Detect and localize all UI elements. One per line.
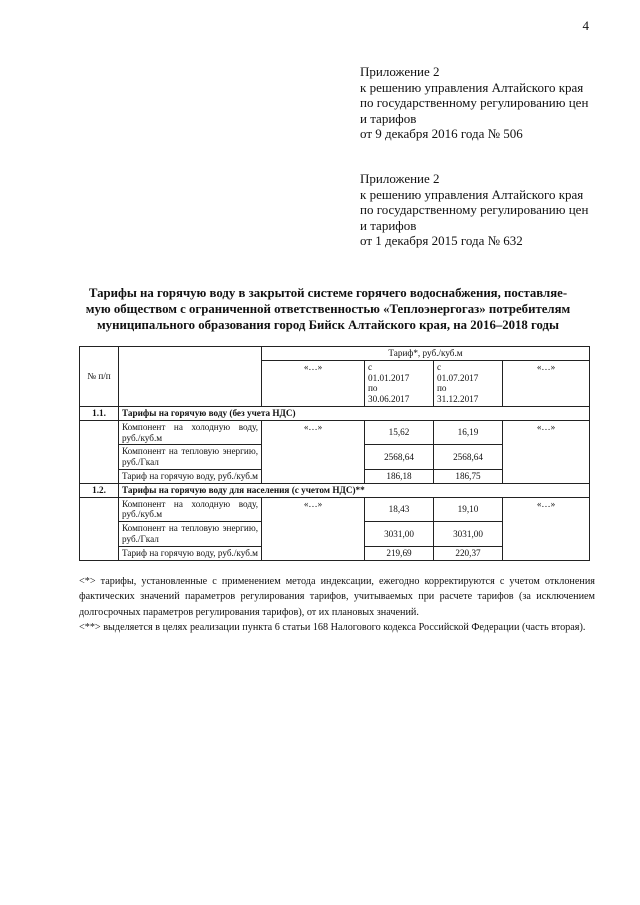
page-number: 4 [582, 18, 589, 33]
footnotes [79, 574, 595, 636]
table-row [80, 497, 590, 522]
col-header-number: № п/п [80, 347, 119, 407]
period-omitted-right: «…» [503, 360, 590, 406]
row-label: Компонент на холодную воду, руб./куб.м [119, 420, 262, 445]
appendix-line: к решению управления Алтайского края [360, 186, 584, 202]
appendix-line: к решению управления Алтайского края [360, 79, 584, 95]
value-period-2: 16,19 [434, 420, 503, 445]
document-title [78, 285, 578, 333]
value-period-2: 186,75 [434, 469, 503, 483]
value-period-1: 15,62 [365, 420, 434, 445]
table-header-row [80, 347, 590, 361]
omitted-value-left: «…» [262, 497, 365, 560]
row-label: Компонент на холодную воду, руб./куб.м [119, 497, 262, 522]
section-title: Тарифы на горячую воду (без учета НДС) [119, 406, 590, 420]
value-period-1: 186,18 [365, 469, 434, 483]
tariff-table [79, 346, 590, 561]
period-1-from: с [368, 361, 373, 372]
value-period-2: 2568,64 [434, 445, 503, 470]
value-period-1: 2568,64 [365, 445, 434, 470]
row-number-cell [80, 420, 119, 483]
appendix-line: от 9 декабря 2016 года № 506 [360, 126, 523, 142]
omitted-value-left: «…» [262, 420, 365, 483]
appendix-line: Приложение 2 [360, 64, 440, 79]
appendix-line: по государственному регулированию цен [360, 202, 589, 218]
table-row [80, 420, 590, 445]
period-1-to: по [368, 383, 378, 394]
row-number-cell [80, 497, 119, 560]
value-period-2: 19,10 [434, 497, 503, 522]
title-line: Тарифы на горячую воду в закрытой системе горячего водоснабжения, поставляе- [88, 286, 568, 300]
row-label: Тариф на горячую воду, руб./куб.м [119, 546, 262, 560]
period-2-end: 31.12.2017 [437, 394, 479, 405]
section-number: 1.1. [80, 406, 119, 420]
row-label: Компонент на тепловую энергию, руб./Гкал [119, 522, 262, 547]
period-2-to: по [437, 383, 447, 394]
section-row [80, 483, 590, 497]
value-period-1: 219,69 [365, 546, 434, 560]
period-1-header [365, 360, 434, 406]
section-number: 1.2. [80, 483, 119, 497]
omitted-value-right: «…» [503, 497, 590, 560]
period-1-end: 30.06.2017 [368, 394, 410, 405]
section-row [80, 406, 590, 420]
appendix-current-reference [360, 64, 620, 142]
period-omitted-left: «…» [262, 360, 365, 406]
omitted-value-right: «…» [503, 420, 590, 483]
footnote-vat: <**> выделяется в целях реализации пункта 6 статьи 168 Налогового кодекса Российской Федерации (часть вторая). [79, 622, 586, 634]
value-period-2: 3031,00 [434, 522, 503, 547]
section-title: Тарифы на горячую воду для населения (с учетом НДС)** [119, 483, 590, 497]
period-2-start: 01.07.2017 [437, 372, 479, 383]
appendix-line: Приложение 2 [360, 171, 440, 186]
row-label: Компонент на тепловую энергию, руб./Гкал [119, 445, 262, 470]
title-line: муниципального образования город Бийск Алтайского края, на 2016–2018 годы [96, 318, 560, 332]
appendix-line: от 1 декабря 2015 года № 632 [360, 233, 523, 249]
value-period-1: 3031,00 [365, 522, 434, 547]
row-label: Тариф на горячую воду, руб./куб.м [119, 469, 262, 483]
value-period-2: 220,37 [434, 546, 503, 560]
title-line: мую обществом с ограниченной ответственностью «Теплоэнергогаз» потребителям [85, 302, 571, 316]
period-2-from: с [437, 361, 442, 372]
value-period-1: 18,43 [365, 497, 434, 522]
period-2-header [434, 360, 503, 406]
appendix-previous-reference [360, 171, 620, 249]
col-header-name [119, 347, 262, 407]
appendix-line: и тарифов [360, 110, 417, 126]
footnote-indexation: <*> тарифы, установленные с применением метода индексации, ежегодно корректируются с учетом отклонения фактических значений параметров регулирования тарифов, учитываемых при расчете тарифов (за исключением долгосрочных параметров регулирования тарифов), от их плановых значений. [79, 576, 595, 618]
appendix-line: по государственному регулированию цен [360, 95, 589, 111]
period-1-start: 01.01.2017 [368, 372, 410, 383]
col-header-tariff: Тариф*, руб./куб.м [262, 347, 590, 361]
appendix-line: и тарифов [360, 217, 417, 233]
